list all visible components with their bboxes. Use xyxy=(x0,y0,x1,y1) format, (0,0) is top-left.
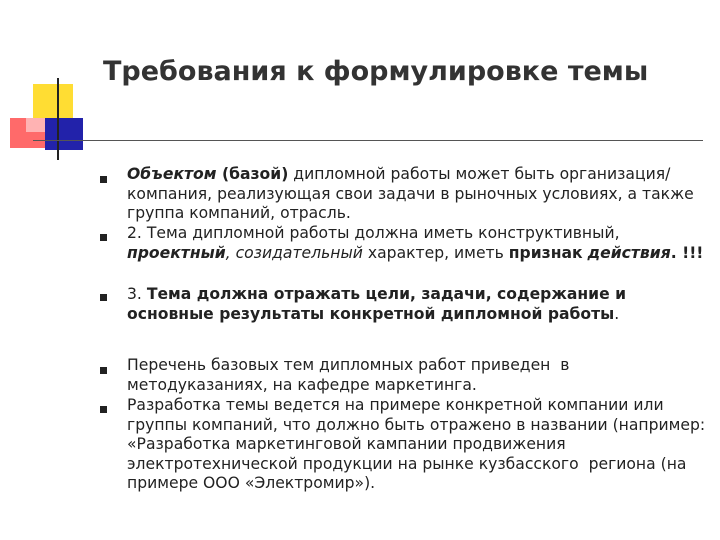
bullet-item-5 xyxy=(127,396,711,494)
bullet-2-seg-7: действия xyxy=(587,243,671,262)
bullet-item-3 xyxy=(127,285,707,324)
bullet-5-seg-1: Разработка темы ведется на примере конкретной компании или группы компаний, что должно быть отражено в названии (например: «Разработка маркетинговой кампании продвижения электротехнической продукции на рынке кузбасского региона (на примере ООО «Электромир»). xyxy=(127,396,711,492)
bullet-2-seg-2: проектный xyxy=(127,243,226,262)
slide-title: Требования к формулировке темы xyxy=(103,56,649,87)
bullet-3-seg-3: . xyxy=(614,304,620,323)
bullet-2-seg-5: признак xyxy=(508,243,583,262)
bullet-2-seg-4: характер, иметь xyxy=(362,243,509,262)
title-underline xyxy=(33,140,703,141)
bullet-item-4 xyxy=(127,356,707,395)
bullet-4-seg-1: Перечень базовых тем дипломных работ приведен в методуказаниях, на кафедре маркетинга. xyxy=(127,356,575,394)
bullet-marker-3 xyxy=(100,294,107,301)
bullet-1-seg-2: (базой) xyxy=(216,165,289,183)
bullet-3-seg-1: 3. xyxy=(127,285,147,303)
bullet-item-2 xyxy=(127,224,707,263)
bullet-2-seg-8: . !!! xyxy=(670,243,704,262)
bullet-marker-2 xyxy=(100,234,107,241)
bullet-marker-1 xyxy=(100,176,107,183)
bullet-1-seg-3: дипломной работы может быть организация/компания, реализующая свои задачи в рыночных условиях, а также группа компаний, отрасль. xyxy=(127,165,699,222)
bullet-3-seg-2: Тема должна отражать цели, задачи, содержание и основные результаты конкретной дипломной работы xyxy=(127,285,632,323)
bullet-1-seg-1: Объектом xyxy=(127,165,217,183)
decor-blue-square xyxy=(45,118,83,150)
bullet-marker-5 xyxy=(100,406,107,413)
bullet-2-seg-3: , созидательный xyxy=(225,243,363,262)
decor-vertical-line xyxy=(57,78,59,160)
bullet-marker-4 xyxy=(100,367,107,374)
bullet-2-seg-1: 2. Тема дипломной работы должна иметь конструктивный, xyxy=(127,224,625,242)
bullet-item-1 xyxy=(127,165,707,224)
